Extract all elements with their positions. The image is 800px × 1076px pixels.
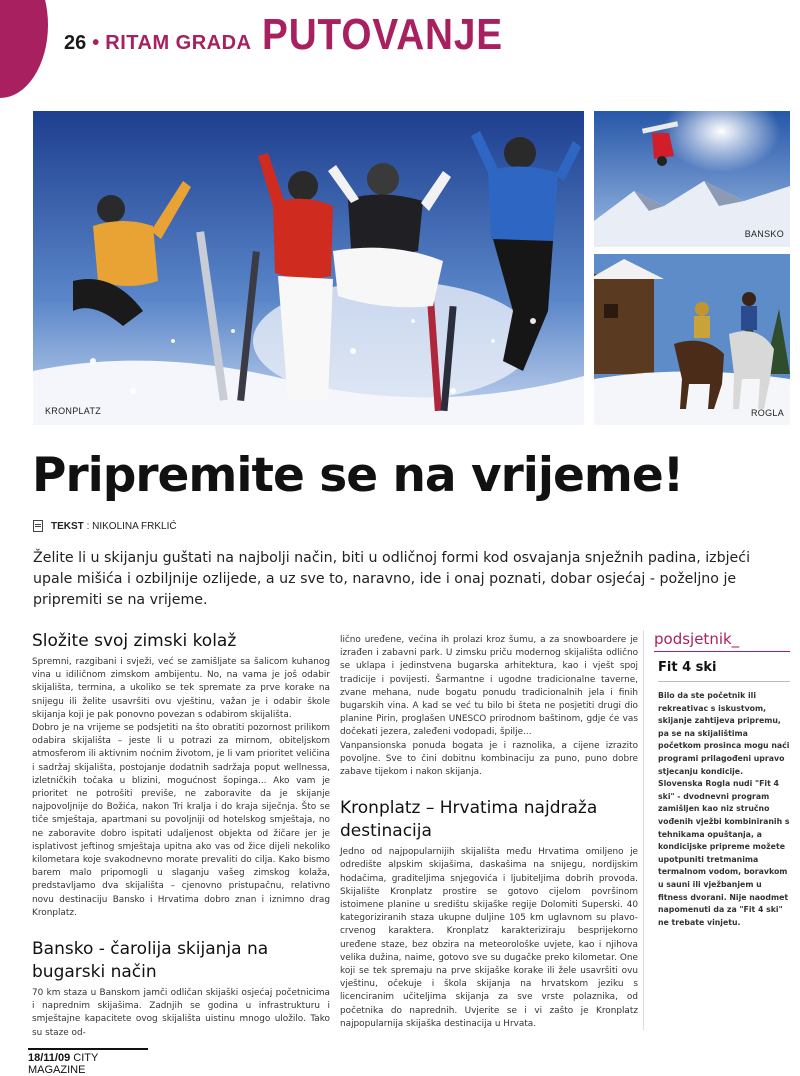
footer-date: 18/11/09 <box>28 1052 71 1064</box>
byline-author: NIKOLINA FRKLIĆ <box>92 520 177 532</box>
paragraph: lično uređene, većina ih prolazi kroz šumu, a za snowboardere je izrađen i zabavni park. U zimsku priču modernog skijališta odlično se uklapa i jedinstvena bugarska arhitektura, kao i vješt spoj tradicije i povijesti. Šarmantne i ugodne tradicionalne taverne, zvane mehana, nude bogatu ponudu tradicionalnih jela i finih bugarskih vina. A kad se već tu bilo bi šteta ne posjetiti drugi dio planine Pirin, proglašen UNESCO prirodnom baštinom, gdje će vas dočekati jezera, zaleđeni vodopadi, špilje... <box>340 635 638 738</box>
article-headline: Pripremite se na vrijeme! <box>32 448 684 503</box>
page-number: 26 <box>64 32 87 54</box>
main-photo <box>33 111 584 425</box>
article-column-2 <box>340 634 638 1031</box>
bansko-photo <box>594 111 790 247</box>
subheading-kronplatz: Kronplatz – Hrvatima najdraža destinacija <box>340 798 598 842</box>
column-divider <box>643 630 644 1030</box>
subheading-bansko: Bansko - čarolija skijanja na bugarski način <box>32 939 269 983</box>
byline-separator: : <box>86 520 90 532</box>
sidebar-box <box>654 630 790 929</box>
rogla-photo-caption: ROGLA <box>750 408 784 418</box>
document-icon <box>33 520 43 532</box>
article-column-1 <box>32 630 330 1040</box>
article-lead: Želite li u skijanju guštati na najbolji način, biti u odličnoj formi kod osvajanja snježnih padina, izbjeći upale mišića i ozbiljnije ozlijede, a uz sve to, naravno, ide i onaj poznati, dobar osjećaj - poželjno je pripremiti se na vrijeme. <box>33 550 751 608</box>
section-title: PUTOVANJE <box>261 10 503 59</box>
bansko-photo-caption: BANSKO <box>744 229 784 239</box>
section-label: RITAM GRADA <box>105 32 252 54</box>
paragraph: Jedno od najpopularnijih skijališta među Hrvatima omiljeno je odredište alpskim skijašima, daskašima na snijegu, nordijskim hodačima, graditeljima snjegovića i ljubiteljima dobrih provoda. Skijalište Kronplatz prostire se gotovo cijelom površinom istoimene planine u središtu skijaške regije Dolomiti Superski. 40 kategoriziranih staza ukupne duljine 105 km uglavnom su plavo-crvenog karaktera. Kronplatz karakteriziraju besprijekorno uređene staze, bez obzira na meteorološke uvjete, kao i njihova velika dužina, naime, gotovo sve su dugačke preko kilometar. One koji se tek spremaju na prve skijaške korake ili žele usavršiti ovu vještinu, očekuje i škola skijanja na hrvatskom jeziku s licenciranim učiteljima skijanja za sve vrste polaznika, od početnika do naprednih. Uvjerite se i vi zašto je Kronplatz najpopularnija skijaška destinacija u Hrvata. <box>340 847 638 1029</box>
header-dot: • <box>92 32 100 54</box>
byline-label: TEKST <box>51 520 84 532</box>
rogla-photo <box>594 254 790 425</box>
corner-decoration <box>0 0 48 98</box>
paragraph: Dobro je na vrijeme se podsjetiti na što obratiti pozornost prilikom odabira skijališta – jeste li u potrazi za mirnom, obiteljskom atmosferom ili aktivnim noćnim životom, je li vam prioritet veličina i sadržaj skijališta, postojanje dodatnih sadržaja poput wellnessa, izletničkih točaka u blizini, mogućnost šopinga... Ako vam je prioritet ne potrošiti previše, ne zaboravite da je skijanje najpovoljnije do Božića, nakon Tri kralja i do kraja siječnja. Što se tiče smještaja, apartmani su povoljniji od hotelskog smještaja, no ne zaboravite dobro ispitati udaljenost objekta od žičare jer je isplativost jeftinog smještaja upitna ako vas od žice dijeli nekoliko kilometara koje svakodnevno morate prevaliti do cilja. Kako bismo barem malo pripomogli u slaganju vašeg zimskog kolaža, predstavljamo dva skijališta – cjenovno pristupačnu, relativno novu destinaciju Bansko i Hrvatima dobro znan i iznimno drag Kronplatz. <box>32 723 330 918</box>
page-header <box>64 10 535 58</box>
subheading-kolaz: Složite svoj zimski kolaž <box>32 631 237 651</box>
main-photo-caption: KRONPLATZ <box>45 406 102 416</box>
byline <box>33 520 177 532</box>
byline-credit <box>51 521 177 532</box>
footer-magazine: CITY MAGAZINE <box>28 1052 99 1076</box>
paragraph: 70 km staza u Banskom jamči odličan skijaški osjećaj početnicima i naprednim skijašima. Zadnjih se godina u infrastrukturu i smještajne kapacitete ovog skijališta uistinu mnogo uložilo. Tako su staze od- <box>32 988 330 1038</box>
sidebar-title: Fit 4 ski <box>658 660 790 682</box>
paragraph: Vanpansionska ponuda bogata je i raznolika, a cijene izrazito povoljne. Sve to čini dobitnu kombinaciju za puno, puno dobre zabave tijekom i nakon skijanja. <box>340 740 638 778</box>
sidebar-label: podsjetnik_ <box>654 630 790 652</box>
page-footer <box>28 1048 148 1076</box>
sidebar-body: Bilo da ste početnik ili rekreativac s iskustvom, skijanje zahtijeva pripremu, pa se na skijalištima početkom prosinca mogu naći programi prilagođeni upravo stjecanju kondicije. Slovenska Rogla nudi "Fit 4 ski" - dvodnevni program zamišljen kao niz stručno vođenih vježbi kombiniranih s tehnikama opuštanja, a kondicijske pripreme možete upotpuniti tretmanima termalnom vodom, boravkom u sauni ili vježbanjem u fitness dvorani. Nije naodmet napomenuti da za "Fit 4 ski" ne trebate vinjetu. <box>658 691 790 927</box>
paragraph: Spremni, razgibani i svježi, već se zamišljate sa šalicom kuhanog vina u idiličnom zimskom ambijentu. No, na vama je još odabir skijališta, termina, a ukoliko se tek spremate za prve korake na snijegu ili želite usavršiti ovu vještinu, važan je i odabir škole skijanja koji je pak ponovno povezan s odabirom skijališta. <box>32 657 330 720</box>
